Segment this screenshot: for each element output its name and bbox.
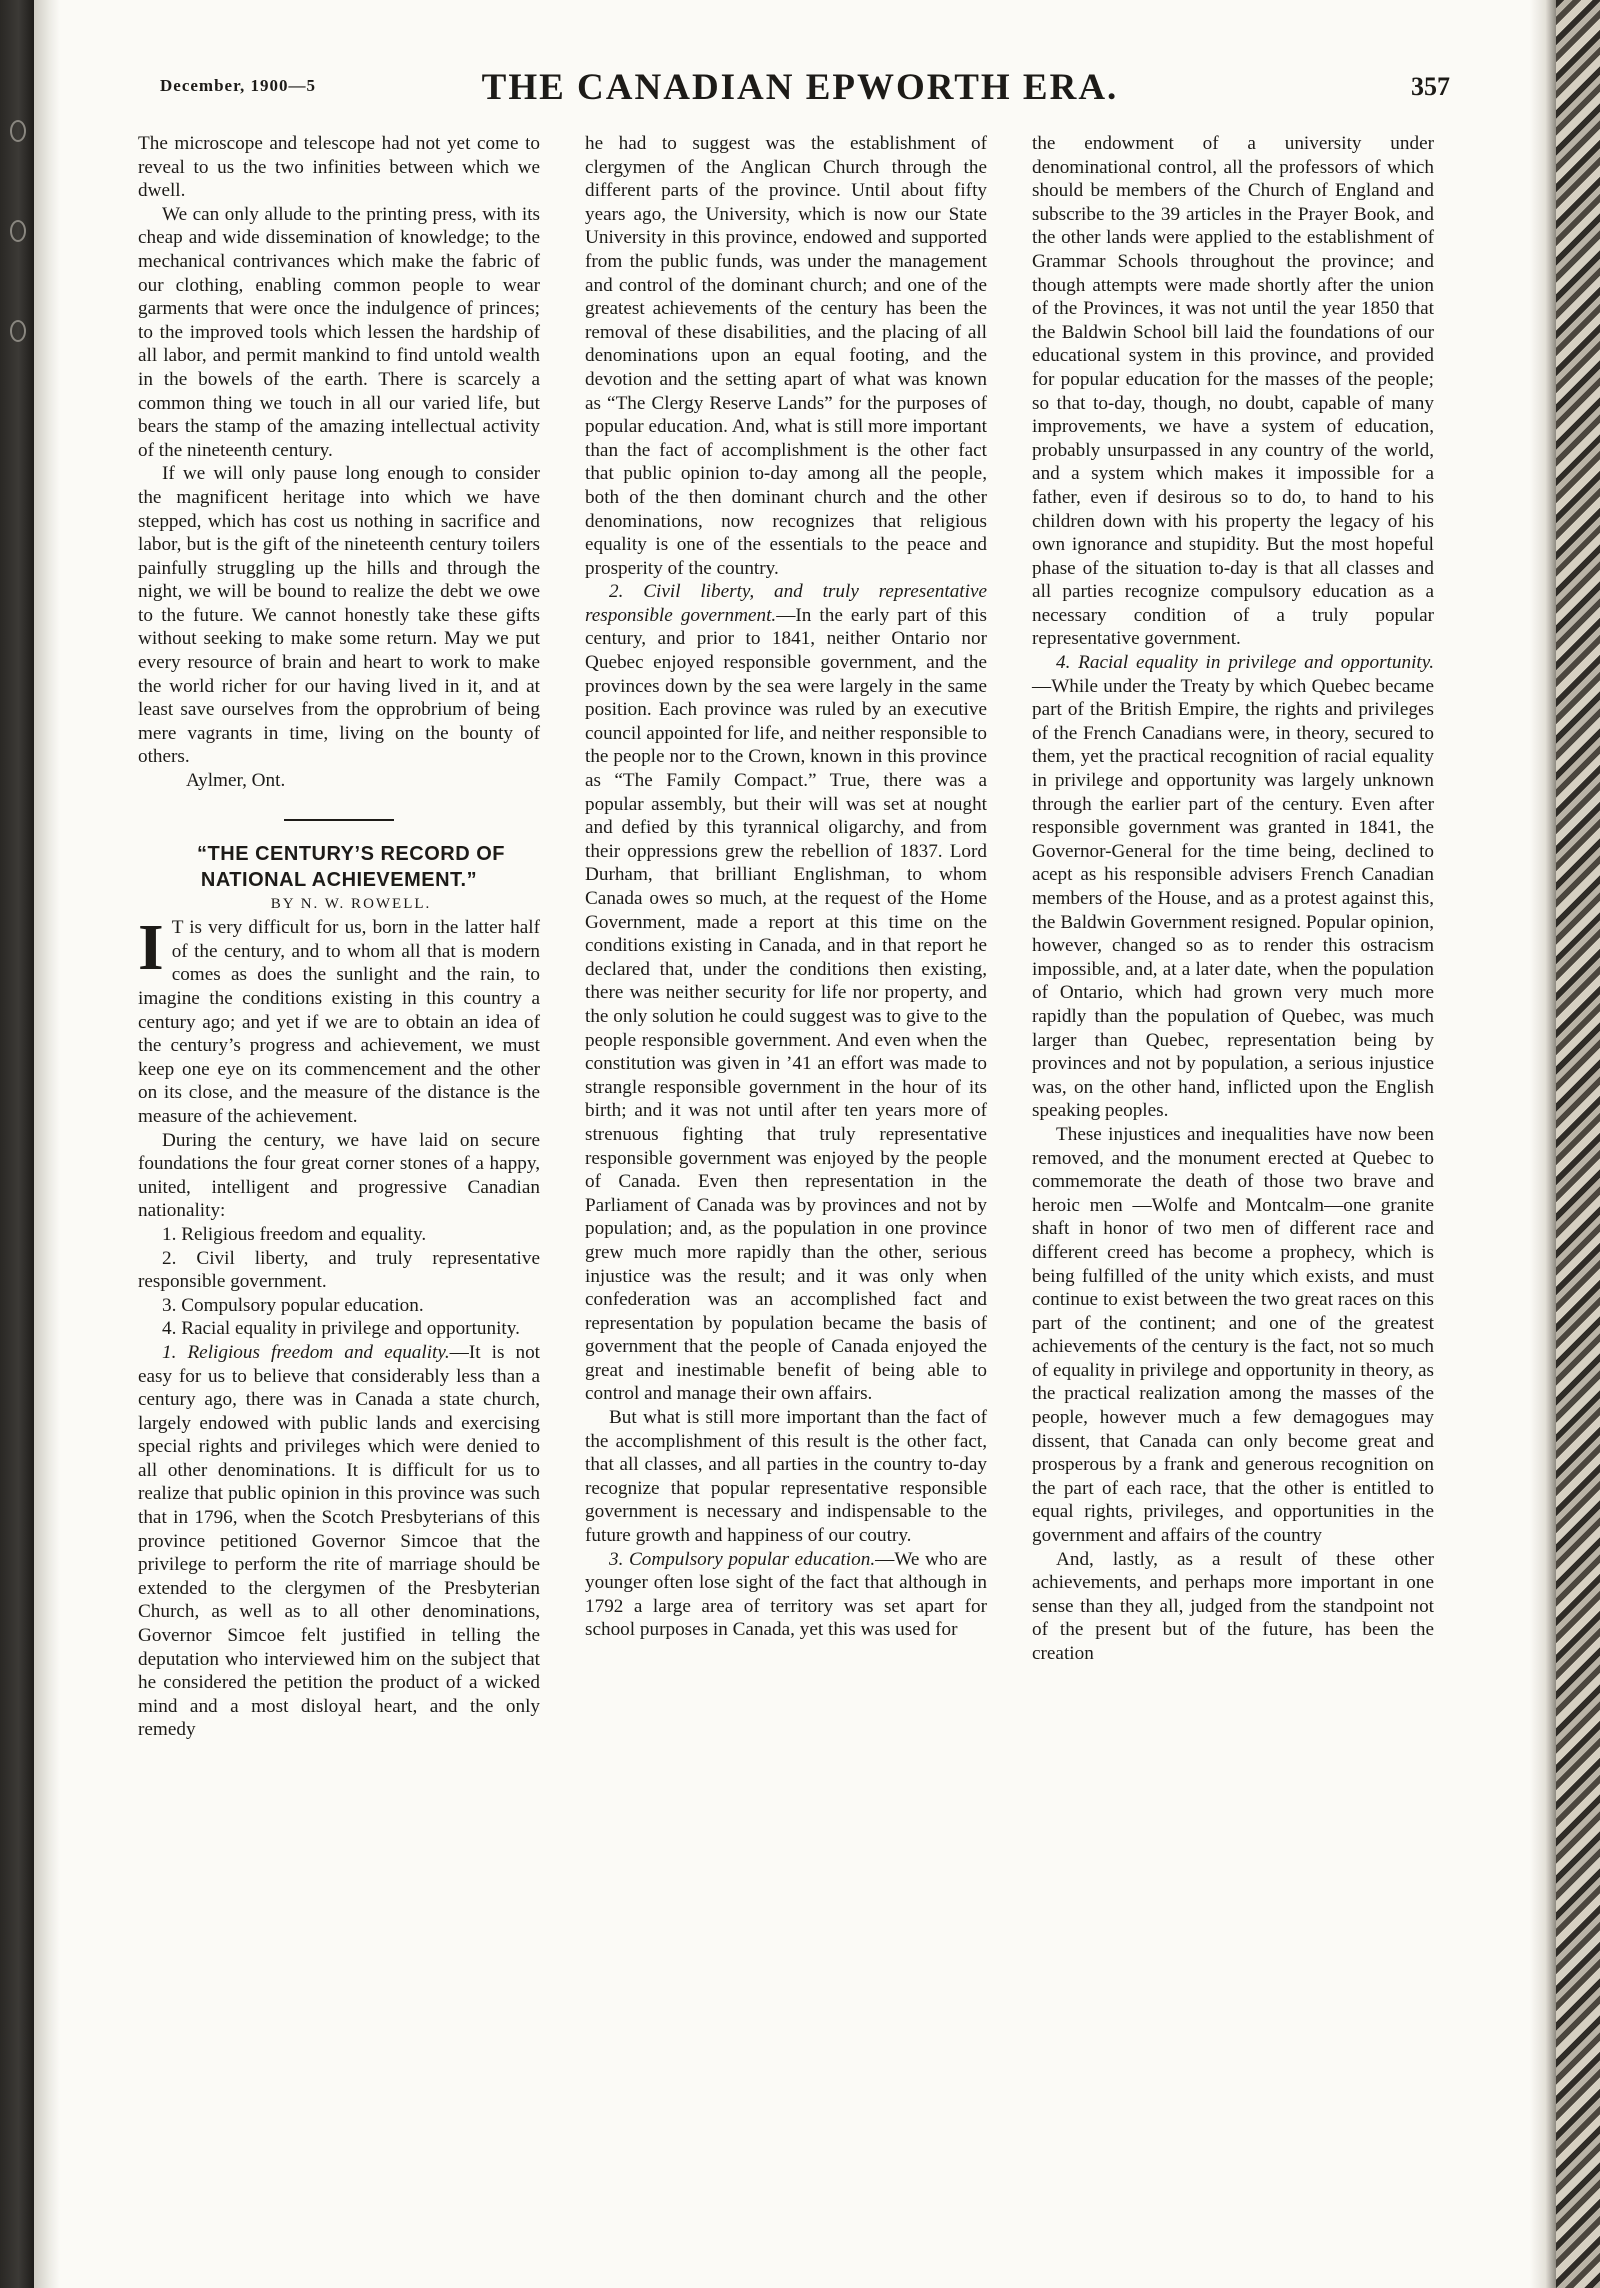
column-1 (138, 132, 540, 1742)
section-text: —We who are younger often lose sight of the fact that although in 1792 a large area of territory was set apart for school purposes in Canada, yet this was used for (585, 1548, 987, 1641)
issue-date: December, 1900—5 (160, 76, 317, 95)
section-heading: 2. Civil liberty, and truly representative responsible government. (585, 581, 987, 626)
binding-ring (10, 120, 26, 142)
paragraph: he had to suggest was the establishment of clergymen of the Anglican Church through the different parts of the province. Until about fifty years ago, the University, which is now our State University in this province, endowed and supported from the public funds, was under the management and control of the dominant church; and one of the greatest achievements of the century has been the removal of these disabilities, and the placing of all denominations upon an equal footing, and the devotion and the setting apart of what was known as “The Clergy Reserve Lands” for the purposes of popular education. And, what is still more important than the fact of accomplishment is the other fact that public opinion to-day among all the people, both of the then dominant church and the other denominations, now recognizes that religious equality is one of the essentials to the peace and prosperity of the country. (585, 133, 987, 579)
section-heading: 3. Compulsory popular education. (609, 1548, 876, 1570)
byline: BY N. W. ROWELL. (270, 895, 432, 912)
paragraph: We can only allude to the printing press, with its cheap and wide dissemination of knowledge; to the mechanical contrivances which make the fabric of our clothing, enabling common people to wear garments that were once the indulgence of princes; to the improved tools which lessen the hardship of all labor, and permit mankind to find untold wealth in the bowels of the earth. There is scarcely a common thing we touch in all our varied life, but bears the stamp of the amazing intellectual activity of the nineteenth century. (138, 203, 540, 461)
page-header (150, 62, 1450, 132)
drop-cap: I (138, 911, 164, 985)
section-text: —In the early part of this century, and prior to 1841, neither Ontario nor Quebec enjoyed responsible government, and the provinces down by the sea were largely in the same position. Each province was ruled by an executive council appointed for life, and neither responsible to the people nor to the Crown, known in this province as “The Family Compact.” True, there was a popular assembly, but their will was set at nought and defied by this tyrannical oligarchy, and from their oppressions grew the rebellion of 1837. Lord Durham, that brilliant Englishman, to whom Canada owes so much, at the request of the Home Government, made a report at this time on the conditions existing in Canada, and in that report he declared that, under the conditions then existing, there was neither security for life nor property, and the only solution he could suggest was to give to the people responsible government. And even when the constitution was given in ’41 an effort was made to strangle responsible government in the hour of its birth; and it was not until after ten years more of strenuous fighting that truly representative responsible government was enjoyed by the people of Canada. Even then representation in the Parliament of Canada was by provinces and not by population; and, as the population in one province grew much more rapidly than the other, serious injustice was the result; and it was only when confederation was an accomplished fact and representation by population became the basis of government that the people of Canada enjoyed the great and inestimable benefit of being able to control and manage their own affairs. (585, 604, 987, 1405)
section-text: —It is not easy for us to believe that considerably less than a century ago, there was in Canada a state church, largely endowed with public lands and exercising special rights and privileges which were denied to all other denominations. It is difficult for us to realize that public opinion in this province was such that in 1796, when the Scotch Presbyterians of this province petitioned Governor Simcoe that the privilege to perform the rite of marriage should be extended to the clergymen of the Presbyterian Church, as well as to all other denominations, Governor Simcoe felt justified in telling the deputation who interviewed him on the subject that he considered the petition the product of a wicked mind and a most disloyal heart, and the only remedy (138, 1341, 541, 1741)
section-text: —While under the Treaty by which Quebec became part of the British Empire, the rights and privileges of the French Canadians were, in theory, secured to them, yet the practical recognition of racial equality in privilege and opportunity was largely unknown through the earlier part of the century. Even after responsible government was granted in 1841, the Governor-General for the time being, declined to acept as his responsible advisers French Canadian members of the House, and as a protest against this, the Baldwin Government resigned. Popular opinion, however, changed so as to render this ostracism impossible, and, at a later date, when the population of Ontario, which had grown very much more rapidly than the population of Quebec, was much larger than Quebec, representation being by provinces and not by population, a serious injustice was, on the other hand, inflicted upon the English speaking peoples. (1032, 675, 1434, 1122)
lead-text: T is very difficult for us, born in the latter half of the century, and to whom all that is modern comes as does the sunlight and the rain, to imagine the conditions existing in this country a century ago; and yet if we are to obtain an idea of the century’s progress and achievement, we must keep one eye on its commencement and the other on its close, and the measure of the distance is the measure of the achievement. (138, 917, 540, 1127)
page-fold-shadow (34, 0, 60, 2288)
column-3 (1032, 132, 1434, 1666)
list-item: 2. Civil liberty, and truly representative responsible government. (138, 1247, 540, 1293)
paragraph: But what is still more important than the fact of the accomplishment of this result is the other fact, that all classes, and all parties in the country to-day recognize that popular representative responsible government is necessary and indispensable to the future growth and happiness of our coutry. (585, 1407, 987, 1547)
paragraph: The microscope and telescope had not yet come to reveal to us the two infinities between which we dwell. (138, 133, 540, 202)
paragraph (585, 580, 987, 1406)
list-item: 1. Religious freedom and equality. (162, 1223, 427, 1245)
paragraph: These injustices and inequalities have now been removed, and the monument erected at Quebec to commemorate the death of those two brave and heroic men —Wolfe and Montcalm—one granite shaft in honor of two men of different race and different creed has become a prophecy, which is being fulfilled of the unity which exists, and must continue to exist between the two great races on this part of the continent; and one of the greatest achievements of the century is the fact, not so much of equality in privilege and opportunity in theory, as the practical realization among the masses of the people, however much a few demagogues may dissent, that Canada can only become great and prosperous by a frank and generous recognition on the part of each race, that the other is entitled to equal rights, privileges, and opportunities in the government and affairs of the country (1032, 1123, 1434, 1547)
paragraph: the endowment of a university under denominational control, all the professors of which should be members of the Church of England and subscribe to the 39 articles in the Prayer Book, and the other lands were applied to the establishment of Grammar Schools throughout the province; and though attempts were made shortly after the union of the Provinces, it was not until the year 1850 that the Baldwin School bill laid the foundations of our educational system in this province, and provided for popular education for the masses of the people; so that to-day, though, no doubt, capable of many improvements, we have a system of education, probably unsurpassed in any country of the world, and a system which makes it impossible for a father, even if desirous so to do, to hand to his children down with his property the legacy of his own ignorance and stupidity. But the most hopeful phase of the situation to-day is that all classes and all parties recognize compulsory education as a necessary condition of a truly popular representative government. (1032, 133, 1434, 650)
section-divider (284, 819, 394, 821)
signoff-location: Aylmer, Ont. (186, 770, 286, 792)
list-item: 3. Compulsory popular education. (162, 1294, 424, 1316)
paragraph: And, lastly, as a result of these other achievements, and perhaps more important in one sense than they all, judged from the standpoint not of the present but of the future, has been the creation (1032, 1548, 1434, 1664)
page-number: 357 (1411, 72, 1450, 101)
binding-gutter (0, 0, 34, 2288)
page-edge-shadow (1530, 0, 1556, 2288)
paragraph (585, 1548, 987, 1642)
article-title: “THE CENTURY’S RECORD OF NATIONAL ACHIEVEMENT.” (197, 842, 505, 891)
section-heading: 1. Religious freedom and equality. (162, 1341, 450, 1363)
paragraph: During the century, we have laid on secure foundations the four great corner stones of a happy, united, intelligent and progressive Canadian nationality: (138, 1129, 540, 1222)
paragraph (1032, 651, 1434, 1123)
masthead: THE CANADIAN EPWORTH ERA. (481, 67, 1119, 108)
binding-ring (10, 320, 26, 342)
section-heading: 4. Racial equality in privilege and opportunity. (1056, 652, 1434, 674)
paragraph: If we will only pause long enough to consider the magnificent heritage into which we have stepped, which has cost us nothing in sacrifice and labor, but is the gift of the nineteenth century toilers painfully struggling up the hills and through the night, we will be bound to realize the debt we owe to the future. We cannot honestly take these gifts without seeking to make some return. May we put every resource of brain and heart to work to make the world richer for our having lived in it, and at least save ourselves from the opprobrium of being mere vagrants in time, living on the bounty of others. (138, 463, 540, 768)
marbled-book-edge (1556, 0, 1600, 2288)
column-2 (585, 132, 987, 1642)
list-item: 4. Racial equality in privilege and opportunity. (162, 1318, 520, 1340)
paragraph (138, 1341, 540, 1742)
lead-paragraph (138, 911, 540, 1128)
binding-ring (10, 220, 26, 242)
